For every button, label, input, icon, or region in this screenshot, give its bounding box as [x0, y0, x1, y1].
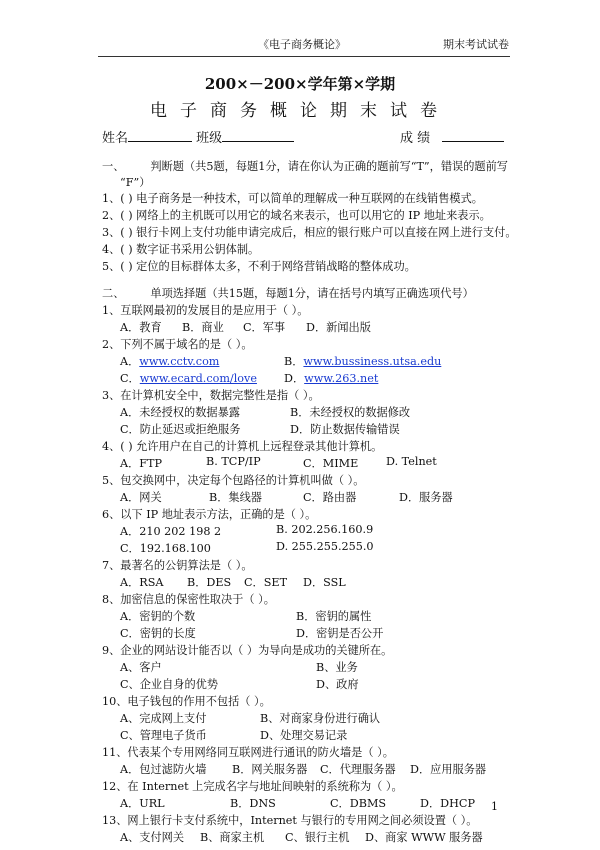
q9-option-b: B、业务 — [316, 661, 358, 674]
q8-option-a: A．密钥的个数 — [120, 610, 196, 623]
mc-question-7: 7、最著名的公钥算法是（ ）。 — [102, 559, 253, 572]
q2-option-a: A．www.cctv.com — [120, 355, 220, 368]
header-course-title: 《电子商务概论》 — [258, 38, 346, 51]
q4-option-c: C．MIME — [303, 457, 359, 470]
q12-option-b: B．DNS — [230, 797, 276, 810]
q4-option-b: B. TCP/IP — [206, 455, 261, 468]
q2-option-b: B．www.bussiness.utsa.edu — [284, 355, 442, 368]
q7-option-b: B．DES — [187, 576, 232, 589]
q5-option-c: C．路由器 — [303, 491, 357, 504]
section1-heading-text: 判断题（共5题，每题1分，请在你认为正确的题前写“T”，错误的题前写 — [150, 160, 508, 173]
q12-option-d: D．DHCP — [420, 797, 475, 810]
q9-option-c: C、企业自身的优势 — [120, 678, 219, 691]
q12-option-c: C．DBMS — [330, 797, 387, 810]
q2-option-d: D．www.263.net — [284, 372, 379, 385]
q1-option-b: B．商业 — [182, 321, 224, 334]
q3-option-d: D．防止数据传输错误 — [290, 423, 400, 436]
q10-option-a: A、完成网上支付 — [120, 712, 207, 725]
q5-option-d: D．服务器 — [399, 491, 453, 504]
q11-option-a: A．包过滤防火墙 — [120, 763, 207, 776]
exam-title: 电子商务概论期末试卷 — [150, 101, 450, 121]
name-blank[interactable] — [128, 128, 192, 142]
q13-option-a: A、支付网关 — [120, 831, 185, 844]
q7-option-c: C．SET — [244, 576, 288, 589]
name-field — [102, 127, 294, 146]
q13-option-b: B、商家主机 — [200, 831, 265, 844]
q8-option-d: D．密钥是否公开 — [296, 627, 384, 640]
page-number: 1 — [491, 800, 498, 813]
mc-question-10: 10、电子钱包的作用不包括（ ）。 — [102, 695, 271, 708]
q13-option-c: C、银行主机 — [285, 831, 350, 844]
q2-option-b-link[interactable]: www.bussiness.utsa.edu — [303, 355, 442, 368]
q1-option-d: D．新闻出版 — [306, 321, 371, 334]
q10-option-c: C、管理电子货币 — [120, 729, 207, 742]
tf-question-3: 3、( ) 银行卡网上支付功能申请完成后，相应的银行账户可以直接在网上进行支付。 — [102, 226, 517, 239]
q7-option-d: D．SSL — [303, 576, 346, 589]
section1-heading — [102, 158, 508, 174]
name-label: 姓名 — [102, 131, 129, 146]
q1-option-a: A．教育 — [120, 321, 162, 334]
q1-option-c: C．军事 — [243, 321, 286, 334]
q8-option-c: C．密钥的长度 — [120, 627, 196, 640]
q5-option-a: A．网关 — [120, 491, 162, 504]
tf-question-1: 1、( ) 电子商务是一种技术，可以简单的理解成一种互联网的在线销售模式。 — [102, 192, 483, 205]
q3-option-a: A．未经授权的数据暴露 — [120, 406, 240, 419]
section2-heading-text: 单项选择题（共15题，每题1分，请在括号内填写正确选项代号） — [150, 287, 474, 300]
q6-option-b: B. 202.256.160.9 — [276, 523, 374, 536]
score-label: 成 绩 — [400, 131, 431, 146]
q7-option-a: A．RSA — [120, 576, 164, 589]
section1-heading-cont: “F”） — [120, 176, 151, 189]
q6-option-c: C．192.168.100 — [120, 542, 211, 555]
q12-option-a: A．URL — [120, 797, 165, 810]
q2-option-c-link[interactable]: www.ecard.com/love — [139, 372, 257, 385]
section2-heading — [102, 285, 474, 301]
mc-question-13: 13、网上银行卡支付系统中，Internet 与银行的专用网之间必须设置（ ）。 — [102, 814, 478, 827]
tf-question-2: 2、( ) 网络上的主机既可以用它的域名来表示，也可以用它的 IP 地址来表示。 — [102, 209, 491, 222]
q3-option-c: C．防止延迟或拒绝服务 — [120, 423, 241, 436]
tf-question-4: 4、( ) 数字证书采用公钥体制。 — [102, 243, 260, 256]
section2-number: 二、 — [102, 287, 125, 300]
mc-question-8: 8、加密信息的保密性取决于（ ）。 — [102, 593, 275, 606]
score-blank[interactable] — [442, 128, 504, 142]
q8-option-b: B．密钥的属性 — [296, 610, 372, 623]
header-exam-type: 期末考试试卷 — [443, 38, 509, 51]
section1-number: 一、 — [102, 160, 125, 173]
mc-question-12: 12、在 Internet 上完成名字与地址间映射的系统称为（ ）。 — [102, 780, 403, 793]
q2-option-c: C．www.ecard.com/love — [120, 372, 257, 385]
mc-question-5: 5、包交换网中，决定每个包路径的计算机叫做（ ）。 — [102, 474, 365, 487]
q10-option-d: D、处理交易记录 — [260, 729, 348, 742]
class-label: 班级 — [196, 131, 223, 146]
q3-option-b: B．未经授权的数据修改 — [290, 406, 411, 419]
q4-option-d: D. Telnet — [386, 455, 437, 468]
exam-term-title: 200×－200×学年第×学期 — [204, 75, 396, 93]
q6-option-d: D. 255.255.255.0 — [276, 540, 374, 553]
tf-question-5: 5、( ) 定位的目标群体太多，不利于网络营销战略的整体成功。 — [102, 260, 416, 273]
mc-question-9: 9、企业的网站设计能否以（ ）为导向是成功的关键所在。 — [102, 644, 393, 657]
q2-option-d-link[interactable]: www.263.net — [304, 372, 379, 385]
header-divider — [98, 56, 510, 57]
mc-question-4: 4、( ) 允许用户在自己的计算机上远程登录其他计算机。 — [102, 440, 383, 453]
mc-question-6: 6、以下 IP 地址表示方法，正确的是（ ）。 — [102, 508, 317, 521]
q9-option-d: D、政府 — [316, 678, 359, 691]
q6-option-a: A．210 202 198 2 — [120, 525, 222, 538]
mc-question-2: 2、下列不属于域名的是（ ）。 — [102, 338, 253, 351]
q5-option-b: B．集线器 — [209, 491, 262, 504]
q10-option-b: B、对商家身份进行确认 — [260, 712, 381, 725]
q9-option-a: A、客户 — [120, 661, 162, 674]
q13-option-d: D、商家 WWW 服务器 — [365, 831, 483, 844]
class-blank[interactable] — [222, 128, 294, 142]
mc-question-11: 11、代表某个专用网络同互联网进行通讯的防火墙是（ ）。 — [102, 746, 394, 759]
q11-option-b: B．网关服务器 — [232, 763, 308, 776]
q11-option-c: C．代理服务器 — [320, 763, 396, 776]
score-field — [400, 127, 504, 146]
mc-question-1: 1、互联网最初的发展目的是应用于（ ）。 — [102, 304, 309, 317]
q11-option-d: D．应用服务器 — [410, 763, 487, 776]
q2-option-a-link[interactable]: www.cctv.com — [139, 355, 220, 368]
mc-question-3: 3、在计算机安全中，数据完整性是指（ ）。 — [102, 389, 320, 402]
q4-option-a: A．FTP — [120, 457, 163, 470]
